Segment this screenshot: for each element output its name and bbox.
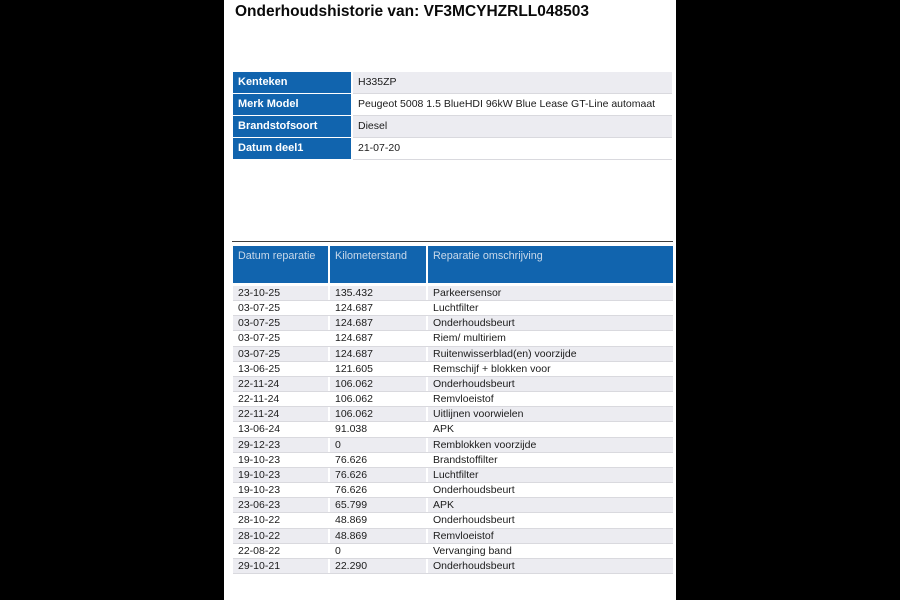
- odometer-cell: 124.687: [330, 316, 428, 330]
- table-top-divider: [232, 241, 673, 242]
- repair-date-cell: 03-07-25: [233, 347, 330, 361]
- odometer-cell: 124.687: [330, 347, 428, 361]
- info-label: Kenteken: [233, 72, 353, 94]
- repair-description-cell: Luchtfilter: [433, 302, 479, 315]
- odometer-cell: 0: [330, 544, 428, 558]
- repair-description-cell: Vervanging band: [433, 544, 512, 557]
- repair-description-cell: Remschijf + blokken voor: [433, 362, 551, 375]
- odometer-cell: 65.799: [330, 498, 428, 512]
- table-row: [233, 301, 673, 316]
- info-row: [233, 138, 672, 160]
- odometer-cell: 76.626: [330, 483, 428, 497]
- repair-date-cell: 13-06-25: [233, 362, 330, 376]
- table-row: [233, 316, 673, 331]
- odometer-cell: 106.062: [330, 407, 428, 421]
- table-row: [233, 559, 673, 574]
- repair-date-cell: 03-07-25: [233, 316, 330, 330]
- maintenance-table: [233, 246, 673, 574]
- info-label: Merk Model: [233, 94, 353, 116]
- table-row: [233, 483, 673, 498]
- table-row: [233, 286, 673, 301]
- odometer-cell: 0: [330, 438, 428, 452]
- repair-description-cell: Parkeersensor: [433, 287, 502, 299]
- repair-description-cell: Ruitenwisserblad(en) voorzijde: [433, 347, 577, 360]
- odometer-cell: 76.626: [330, 468, 428, 482]
- odometer-cell: 124.687: [330, 331, 428, 345]
- table-row: [233, 498, 673, 513]
- maintenance-table-body: [233, 286, 673, 574]
- table-row: [233, 468, 673, 483]
- repair-description-cell: APK: [433, 499, 455, 512]
- repair-description-cell: Uitlijnen voorwielen: [433, 408, 524, 421]
- repair-description-cell: Onderhoudsbeurt: [433, 317, 515, 330]
- info-row: [233, 94, 672, 116]
- odometer-cell: 48.869: [330, 513, 428, 527]
- odometer-cell: 76.626: [330, 453, 428, 467]
- repair-description-cell: Remvloeistof: [433, 393, 494, 406]
- repair-description-cell: Onderhoudsbeurt: [433, 514, 515, 527]
- table-row: [233, 544, 673, 559]
- info-row: [233, 116, 672, 138]
- repair-date-cell: 22-11-24: [233, 392, 330, 406]
- repair-date-cell: 23-06-23: [233, 498, 330, 512]
- info-label: Datum deel1: [233, 138, 353, 160]
- page-title: Onderhoudshistorie van: VF3MCYHZRLL048503: [235, 3, 589, 20]
- repair-description-cell: Onderhoudsbeurt: [433, 559, 515, 572]
- table-row: [233, 392, 673, 407]
- table-row: [233, 362, 673, 377]
- table-row: [233, 407, 673, 422]
- repair-description-cell: APK: [433, 423, 455, 436]
- repair-date-cell: 19-10-23: [233, 483, 330, 497]
- table-row: [233, 513, 673, 528]
- repair-date-cell: 28-10-22: [233, 513, 330, 527]
- odometer-cell: 135.432: [330, 286, 428, 300]
- info-value: Peugeot 5008 1.5 BlueHDI 96kW Blue Lease GT-Line automaat: [353, 94, 672, 116]
- repair-date-cell: 22-11-24: [233, 407, 330, 421]
- info-value: H335ZP: [353, 72, 672, 94]
- odometer-cell: 121.605: [330, 362, 428, 376]
- repair-date-cell: 23-10-25: [233, 286, 330, 300]
- info-label: Brandstofsoort: [233, 116, 353, 138]
- vehicle-info-table: [233, 72, 672, 160]
- info-value: 21-07-20: [353, 138, 672, 160]
- odometer-cell: 106.062: [330, 377, 428, 391]
- repair-description-cell: Brandstoffilter: [433, 453, 498, 466]
- repair-description-cell: Luchtfilter: [433, 468, 479, 481]
- repair-description-cell: Onderhoudsbeurt: [433, 484, 515, 497]
- odometer-cell: 48.869: [330, 529, 428, 543]
- table-row: [233, 377, 673, 392]
- repair-date-cell: 03-07-25: [233, 331, 330, 345]
- info-row: [233, 72, 672, 94]
- info-value: Diesel: [353, 116, 672, 138]
- repair-description-cell: Onderhoudsbeurt: [433, 377, 515, 390]
- repair-date-cell: 22-08-22: [233, 544, 330, 558]
- table-row: [233, 529, 673, 544]
- column-header: Kilometerstand: [330, 246, 428, 283]
- column-header: Reparatie omschrijving: [433, 250, 543, 262]
- repair-description-cell: Riem/ multiriem: [433, 332, 506, 345]
- report-page: [224, 0, 676, 600]
- repair-date-cell: 29-12-23: [233, 438, 330, 452]
- repair-date-cell: 13-06-24: [233, 422, 330, 436]
- repair-date-cell: 19-10-23: [233, 468, 330, 482]
- table-row: [233, 347, 673, 362]
- odometer-cell: 91.038: [330, 422, 428, 436]
- repair-date-cell: 28-10-22: [233, 529, 330, 543]
- repair-date-cell: 19-10-23: [233, 453, 330, 467]
- odometer-cell: 124.687: [330, 301, 428, 315]
- repair-date-cell: 03-07-25: [233, 301, 330, 315]
- repair-date-cell: 22-11-24: [233, 377, 330, 391]
- repair-description-cell: Remvloeistof: [433, 529, 494, 542]
- table-row: [233, 422, 673, 437]
- table-row: [233, 438, 673, 453]
- odometer-cell: 106.062: [330, 392, 428, 406]
- table-row: [233, 453, 673, 468]
- table-row: [233, 331, 673, 346]
- maintenance-table-header: [233, 246, 673, 286]
- repair-description-cell: Remblokken voorzijde: [433, 438, 537, 451]
- column-header: Datum reparatie: [233, 246, 330, 283]
- odometer-cell: 22.290: [330, 559, 428, 573]
- repair-date-cell: 29-10-21: [233, 559, 330, 573]
